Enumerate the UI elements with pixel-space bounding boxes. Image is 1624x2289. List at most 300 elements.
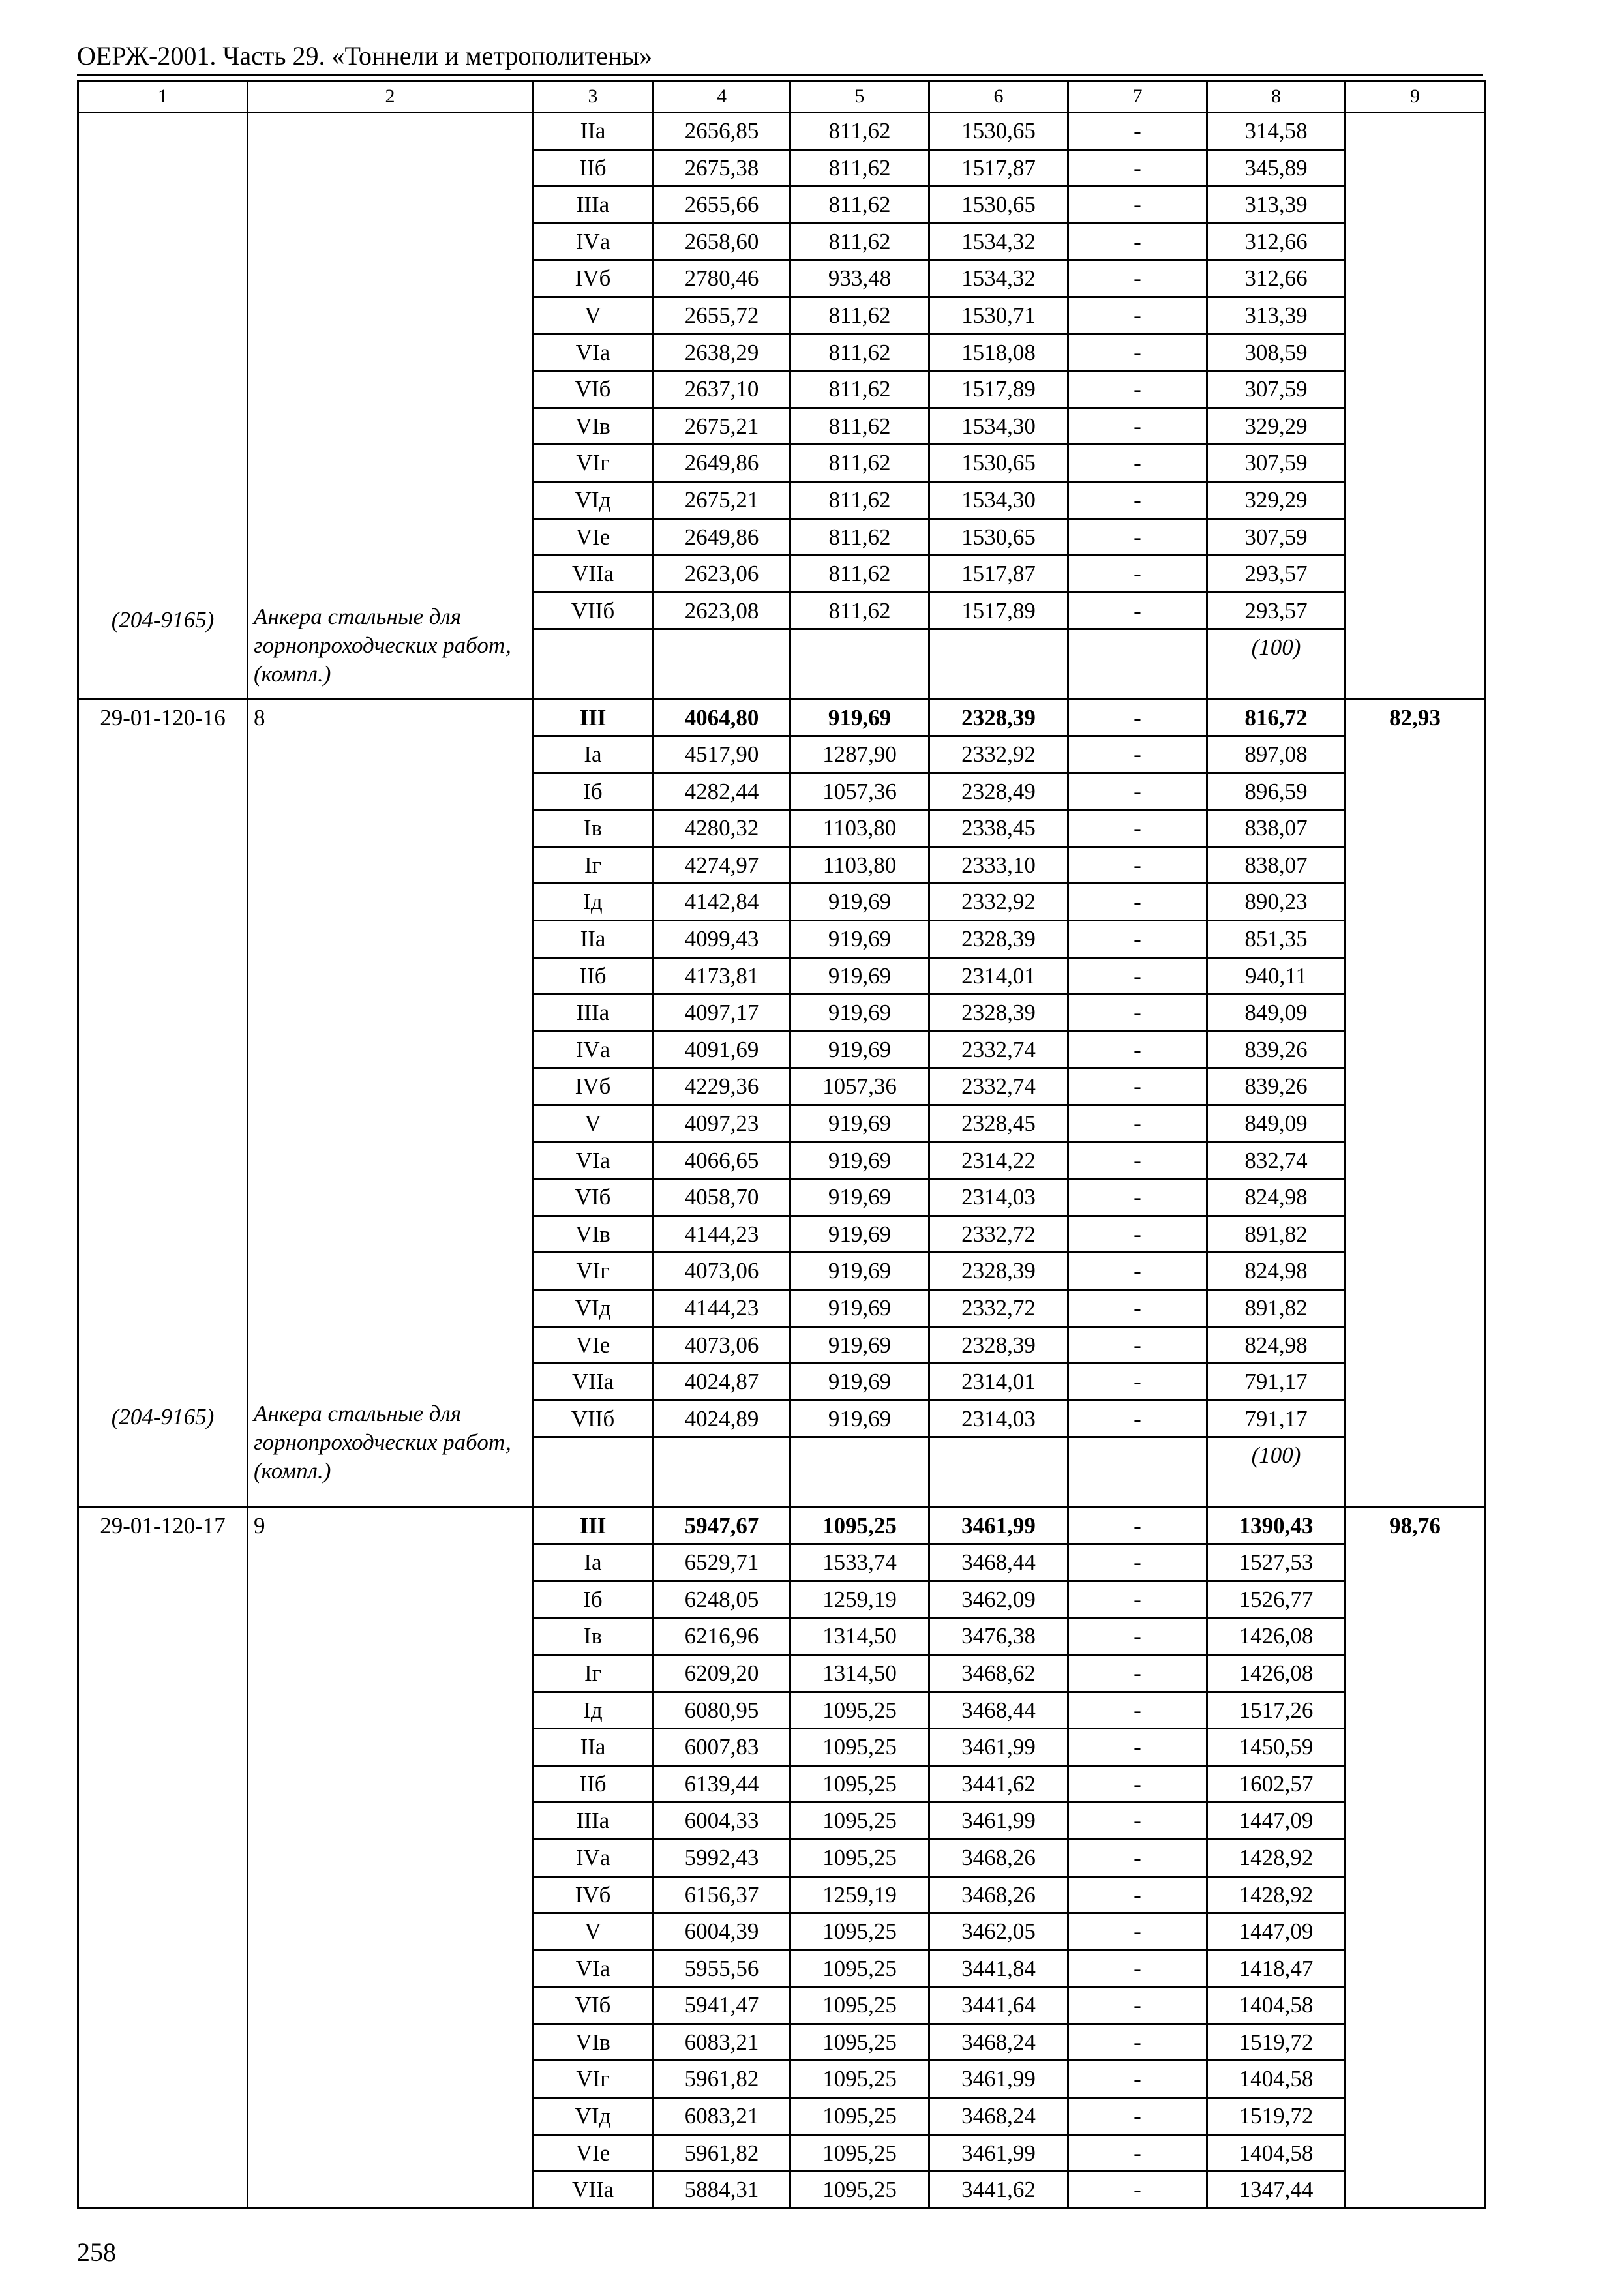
value-cell: 329,29 [1207, 408, 1346, 445]
value-cell: - [1068, 223, 1207, 260]
table-row [78, 113, 1485, 150]
value-cell: 1517,87 [929, 149, 1068, 187]
value-cell: 4173,81 [654, 957, 790, 995]
value-cell: 6529,71 [654, 1544, 790, 1581]
value-cell: 4517,90 [654, 736, 790, 773]
zone-cell: VIе [533, 2134, 654, 2172]
empty-cell [929, 629, 1068, 699]
value-cell: 1530,65 [929, 113, 1068, 150]
column-number: 1 [78, 81, 248, 113]
value-cell: 2656,85 [654, 113, 790, 150]
value-cell: - [1068, 1729, 1207, 1766]
value-cell: 314,58 [1207, 113, 1346, 150]
value-cell: 293,57 [1207, 592, 1346, 629]
value-cell: - [1068, 846, 1207, 884]
zone-cell: VIе [533, 1326, 654, 1364]
value-cell: - [1068, 2172, 1207, 2209]
value-cell: 3468,24 [929, 2098, 1068, 2135]
value-cell: 1418,47 [1207, 1950, 1346, 1987]
value-cell: - [1068, 149, 1207, 187]
value-cell: - [1068, 1290, 1207, 1327]
value-cell: 1095,25 [790, 1950, 929, 1987]
zone-cell: IVб [533, 1068, 654, 1105]
value-cell: 5955,56 [654, 1950, 790, 1987]
value-cell: 811,62 [790, 297, 929, 334]
rate-code-cell [78, 1507, 248, 2208]
value-cell: 919,69 [790, 1142, 929, 1179]
zone-cell: VIа [533, 1950, 654, 1987]
value-cell: 4280,32 [654, 810, 790, 847]
zone-cell: IIб [533, 149, 654, 187]
value-cell: 811,62 [790, 187, 929, 224]
value-cell: 3468,44 [929, 1544, 1068, 1581]
material-name: Анкера стальные для горнопроходческих работ, (компл.) [254, 604, 511, 687]
value-cell: 2314,03 [929, 1179, 1068, 1216]
zone-cell: V [533, 1913, 654, 1951]
value-cell: 919,69 [790, 1326, 929, 1364]
value-cell: 919,69 [790, 1400, 929, 1437]
value-cell: 919,69 [790, 699, 929, 736]
price-table [77, 80, 1486, 2209]
value-cell: 3468,62 [929, 1654, 1068, 1692]
value-cell: 3462,05 [929, 1913, 1068, 1951]
value-cell: 919,69 [790, 921, 929, 958]
value-cell: 2328,39 [929, 1326, 1068, 1364]
value-cell: 2332,72 [929, 1216, 1068, 1253]
value-cell: 2655,66 [654, 187, 790, 224]
zone-cell: V [533, 1105, 654, 1143]
value-cell: 1103,80 [790, 810, 929, 847]
value-cell: 849,09 [1207, 995, 1346, 1032]
zone-cell: VIд [533, 1290, 654, 1327]
value-cell: 2638,29 [654, 334, 790, 371]
value-cell: - [1068, 2024, 1207, 2061]
value-cell: 811,62 [790, 113, 929, 150]
value-cell: 811,62 [790, 481, 929, 518]
zone-cell: VIа [533, 334, 654, 371]
column-number-row [78, 81, 1485, 113]
zone-cell: VIд [533, 481, 654, 518]
value-cell: 4274,97 [654, 846, 790, 884]
value-cell: - [1068, 1950, 1207, 1987]
zone-cell: VIIа [533, 2172, 654, 2209]
zone-cell: VIб [533, 371, 654, 408]
zone-cell: VIг [533, 445, 654, 482]
value-cell: 1259,19 [790, 1581, 929, 1618]
value-cell: 1404,58 [1207, 1987, 1346, 2024]
value-cell: 2314,01 [929, 957, 1068, 995]
zone-cell: Iб [533, 773, 654, 810]
material-qty: (100) [1207, 1437, 1346, 1507]
value-cell: 919,69 [790, 1031, 929, 1068]
value-cell: 811,62 [790, 149, 929, 187]
zone-cell: Iб [533, 1581, 654, 1618]
value-cell: 345,89 [1207, 149, 1346, 187]
value-cell: 1534,30 [929, 481, 1068, 518]
value-cell: - [1068, 1068, 1207, 1105]
value-cell: 6209,20 [654, 1654, 790, 1692]
value-cell: 4099,43 [654, 921, 790, 958]
empty-cell [654, 1437, 790, 1507]
value-cell: 851,35 [1207, 921, 1346, 958]
document-header: ОЕРЖ-2001. Часть 29. «Тоннели и метрополитены» [77, 41, 653, 70]
value-cell: 896,59 [1207, 773, 1346, 810]
value-cell: - [1068, 1216, 1207, 1253]
zone-cell: IIб [533, 1765, 654, 1803]
value-cell: 1534,32 [929, 260, 1068, 297]
value-cell: 4058,70 [654, 1179, 790, 1216]
zone-cell: VIв [533, 1216, 654, 1253]
value-cell: - [1068, 957, 1207, 995]
material-name: Анкера стальные для горнопроходческих работ, (компл.) [254, 1400, 511, 1484]
value-cell: 811,62 [790, 592, 929, 629]
value-cell: - [1068, 1179, 1207, 1216]
value-cell: 919,69 [790, 957, 929, 995]
value-cell: 1095,25 [790, 2061, 929, 2098]
value-cell: 2332,92 [929, 884, 1068, 921]
work-name: 8 [254, 704, 265, 730]
value-cell: 811,62 [790, 223, 929, 260]
value-cell: 919,69 [790, 884, 929, 921]
zone-cell: Iд [533, 884, 654, 921]
value-cell: 5941,47 [654, 1987, 790, 2024]
zone-cell: VIг [533, 1253, 654, 1290]
value-cell: 2328,49 [929, 773, 1068, 810]
value-cell: 5961,82 [654, 2061, 790, 2098]
empty-cell [533, 1437, 654, 1507]
value-cell: 6083,21 [654, 2098, 790, 2135]
value-cell: - [1068, 408, 1207, 445]
value-cell: 3441,62 [929, 1765, 1068, 1803]
zone-cell: VIIа [533, 1364, 654, 1401]
value-cell: 838,07 [1207, 810, 1346, 847]
value-cell: - [1068, 1031, 1207, 1068]
zone-cell: IIб [533, 957, 654, 995]
value-cell: 1426,08 [1207, 1654, 1346, 1692]
value-cell: 313,39 [1207, 187, 1346, 224]
value-cell: 1519,72 [1207, 2024, 1346, 2061]
zone-cell: Iа [533, 1544, 654, 1581]
zone-cell: IVа [533, 1031, 654, 1068]
value-cell: 3441,84 [929, 1950, 1068, 1987]
zone-cell: VIв [533, 408, 654, 445]
value-cell: 5884,31 [654, 2172, 790, 2209]
column-number: 4 [654, 81, 790, 113]
value-cell: 791,17 [1207, 1364, 1346, 1401]
value-cell: 1447,09 [1207, 1803, 1346, 1840]
value-cell: 1095,25 [790, 1729, 929, 1766]
value-cell: 4144,23 [654, 1290, 790, 1327]
value-cell: - [1068, 699, 1207, 736]
value-cell: - [1068, 2134, 1207, 2172]
value-cell: 5961,82 [654, 2134, 790, 2172]
value-cell: 1518,08 [929, 334, 1068, 371]
work-name-cell [248, 113, 533, 700]
value-cell: 1095,25 [790, 2172, 929, 2209]
value-cell: 1095,25 [790, 1507, 929, 1544]
value-cell: 849,09 [1207, 1105, 1346, 1143]
value-cell: - [1068, 884, 1207, 921]
value-cell: 2649,86 [654, 518, 790, 556]
zone-cell: VIIа [533, 556, 654, 593]
value-cell: - [1068, 1581, 1207, 1618]
value-cell: 3468,24 [929, 2024, 1068, 2061]
value-cell: 3461,99 [929, 1803, 1068, 1840]
value-cell: 6216,96 [654, 1618, 790, 1655]
zone-cell: VIг [533, 2061, 654, 2098]
value-cell: 4097,17 [654, 995, 790, 1032]
zone-cell: IVа [533, 1839, 654, 1876]
value-cell: 824,98 [1207, 1179, 1346, 1216]
value-cell: 308,59 [1207, 334, 1346, 371]
value-cell: - [1068, 1507, 1207, 1544]
value-cell: 1314,50 [790, 1618, 929, 1655]
value-cell: 313,39 [1207, 297, 1346, 334]
value-cell: 1095,25 [790, 2024, 929, 2061]
value-cell: 1530,65 [929, 518, 1068, 556]
value-cell: 919,69 [790, 1364, 929, 1401]
value-cell: - [1068, 1400, 1207, 1437]
value-cell: 816,72 [1207, 699, 1346, 736]
value-cell: 3461,99 [929, 2061, 1068, 2098]
zone-cell: IIа [533, 921, 654, 958]
value-cell: - [1068, 1803, 1207, 1840]
value-cell: - [1068, 810, 1207, 847]
value-cell: 1526,77 [1207, 1581, 1346, 1618]
value-cell: 824,98 [1207, 1326, 1346, 1364]
value-cell: 824,98 [1207, 1253, 1346, 1290]
value-cell: - [1068, 113, 1207, 150]
value-cell: - [1068, 1692, 1207, 1729]
zone-cell: VIIб [533, 592, 654, 629]
empty-cell [790, 629, 929, 699]
zone-cell: VIв [533, 2024, 654, 2061]
value-cell: 811,62 [790, 334, 929, 371]
empty-cell [929, 1437, 1068, 1507]
zone-cell: VIб [533, 1179, 654, 1216]
value-cell: 811,62 [790, 371, 929, 408]
value-cell: 4024,87 [654, 1364, 790, 1401]
zone-cell: IVб [533, 1876, 654, 1913]
material-code: (204-9165) [111, 607, 215, 633]
value-cell: 2649,86 [654, 445, 790, 482]
value-cell: 307,59 [1207, 445, 1346, 482]
value-cell: - [1068, 1105, 1207, 1143]
value-cell: 1517,87 [929, 556, 1068, 593]
value-cell: 919,69 [790, 1216, 929, 1253]
value-cell: 2314,22 [929, 1142, 1068, 1179]
value-cell: 3476,38 [929, 1618, 1068, 1655]
zone-cell: Iг [533, 1654, 654, 1692]
value-cell: 1426,08 [1207, 1618, 1346, 1655]
value-cell: 890,23 [1207, 884, 1346, 921]
value-cell: 4097,23 [654, 1105, 790, 1143]
value-cell: - [1068, 445, 1207, 482]
value-cell: 1057,36 [790, 773, 929, 810]
zone-cell: IIIа [533, 995, 654, 1032]
value-cell: 1404,58 [1207, 2061, 1346, 2098]
value-cell: 1530,65 [929, 187, 1068, 224]
column-number: 8 [1207, 81, 1346, 113]
value-cell: - [1068, 2061, 1207, 2098]
zone-cell: IIIа [533, 187, 654, 224]
value-cell: 3462,09 [929, 1581, 1068, 1618]
value-cell: 1095,25 [790, 1987, 929, 2024]
value-cell: 2780,46 [654, 260, 790, 297]
zone-cell: VIд [533, 2098, 654, 2135]
value-cell: 3441,64 [929, 1987, 1068, 2024]
value-cell: 1314,50 [790, 1654, 929, 1692]
value-cell: 1095,25 [790, 1913, 929, 1951]
column-number: 9 [1346, 81, 1485, 113]
value-cell: 3468,26 [929, 1876, 1068, 1913]
value-cell: 2338,45 [929, 810, 1068, 847]
value-cell: 2637,10 [654, 371, 790, 408]
value-cell: 2328,39 [929, 1253, 1068, 1290]
value-cell: 3468,44 [929, 1692, 1068, 1729]
value-cell: - [1068, 556, 1207, 593]
value-cell: 1517,89 [929, 371, 1068, 408]
value-cell: 897,08 [1207, 736, 1346, 773]
value-cell: 919,69 [790, 1290, 929, 1327]
value-cell: 4024,89 [654, 1400, 790, 1437]
value-cell: 2658,60 [654, 223, 790, 260]
work-name: 9 [254, 1512, 265, 1538]
value-cell: 1450,59 [1207, 1729, 1346, 1766]
value-cell: 2675,38 [654, 149, 790, 187]
value-cell: - [1068, 592, 1207, 629]
rate-code: 29-01-120-17 [100, 1512, 226, 1538]
value-cell: - [1068, 334, 1207, 371]
value-cell: 4142,84 [654, 884, 790, 921]
table-row [78, 1507, 1485, 1544]
value-cell: - [1068, 995, 1207, 1032]
column-number: 7 [1068, 81, 1207, 113]
table-row [78, 699, 1485, 736]
value-cell: 1103,80 [790, 846, 929, 884]
value-cell: 2314,03 [929, 1400, 1068, 1437]
work-name-cell [248, 699, 533, 1507]
value-cell: 6004,33 [654, 1803, 790, 1840]
value-cell: - [1068, 371, 1207, 408]
value-cell: 6156,37 [654, 1876, 790, 1913]
value-cell: 1095,25 [790, 1765, 929, 1803]
value-cell: - [1068, 1913, 1207, 1951]
value-cell: - [1068, 921, 1207, 958]
column-number: 5 [790, 81, 929, 113]
zone-cell: V [533, 297, 654, 334]
value-cell: 1390,43 [1207, 1507, 1346, 1544]
value-cell: 919,69 [790, 1179, 929, 1216]
value-cell: 3461,99 [929, 1507, 1068, 1544]
empty-cell [790, 1437, 929, 1507]
value-cell: 3441,62 [929, 2172, 1068, 2209]
value-cell: 839,26 [1207, 1031, 1346, 1068]
value-cell: 4282,44 [654, 773, 790, 810]
value-cell: 4229,36 [654, 1068, 790, 1105]
column-9-cell: 82,93 [1346, 699, 1485, 1507]
value-cell: 2328,45 [929, 1105, 1068, 1143]
value-cell: 1347,44 [1207, 2172, 1346, 2209]
value-cell: - [1068, 481, 1207, 518]
value-cell: - [1068, 1364, 1207, 1401]
material-qty: (100) [1207, 629, 1346, 699]
value-cell: 838,07 [1207, 846, 1346, 884]
zone-cell: Iв [533, 1618, 654, 1655]
value-cell: - [1068, 736, 1207, 773]
zone-cell: Iг [533, 846, 654, 884]
table-body [78, 81, 1485, 2209]
value-cell: - [1068, 1765, 1207, 1803]
empty-cell [1068, 1437, 1207, 1507]
value-cell: 1404,58 [1207, 2134, 1346, 2172]
value-cell: 6004,39 [654, 1913, 790, 1951]
value-cell: 2328,39 [929, 995, 1068, 1032]
value-cell: 1428,92 [1207, 1839, 1346, 1876]
value-cell: 329,29 [1207, 481, 1346, 518]
value-cell: - [1068, 1253, 1207, 1290]
value-cell: 2328,39 [929, 699, 1068, 736]
column-number: 6 [929, 81, 1068, 113]
value-cell: 940,11 [1207, 957, 1346, 995]
value-cell: 1602,57 [1207, 1765, 1346, 1803]
value-cell: - [1068, 1142, 1207, 1179]
value-cell: 3461,99 [929, 1729, 1068, 1766]
zone-cell: IVа [533, 223, 654, 260]
material-code: (204-9165) [111, 1403, 215, 1429]
value-cell: 1259,19 [790, 1876, 929, 1913]
value-cell: 1287,90 [790, 736, 929, 773]
value-cell: 1447,09 [1207, 1913, 1346, 1951]
value-cell: 919,69 [790, 1253, 929, 1290]
value-cell: 307,59 [1207, 518, 1346, 556]
value-cell: 1057,36 [790, 1068, 929, 1105]
value-cell: - [1068, 1326, 1207, 1364]
column-9-cell [1346, 113, 1485, 700]
header-rule [77, 74, 1483, 76]
value-cell: 2332,74 [929, 1031, 1068, 1068]
value-cell: 791,17 [1207, 1400, 1346, 1437]
value-cell: 1519,72 [1207, 2098, 1346, 2135]
value-cell: 2655,72 [654, 297, 790, 334]
value-cell: - [1068, 773, 1207, 810]
value-cell: 6083,21 [654, 2024, 790, 2061]
value-cell: 933,48 [790, 260, 929, 297]
value-cell: 1530,65 [929, 445, 1068, 482]
empty-cell [654, 629, 790, 699]
value-cell: 2332,74 [929, 1068, 1068, 1105]
zone-cell: VIб [533, 1987, 654, 2024]
value-cell: 4064,80 [654, 699, 790, 736]
value-cell: 293,57 [1207, 556, 1346, 593]
value-cell: 4066,65 [654, 1142, 790, 1179]
empty-cell [533, 629, 654, 699]
zone-cell: VIе [533, 518, 654, 556]
value-cell: - [1068, 297, 1207, 334]
value-cell: 5947,67 [654, 1507, 790, 1544]
zone-cell: Iа [533, 736, 654, 773]
zone-cell: VIIб [533, 1400, 654, 1437]
value-cell: 3468,26 [929, 1839, 1068, 1876]
value-cell: 891,82 [1207, 1216, 1346, 1253]
value-cell: 1095,25 [790, 2098, 929, 2135]
value-cell: 2623,08 [654, 592, 790, 629]
value-cell: 1530,71 [929, 297, 1068, 334]
value-cell: 1095,25 [790, 1692, 929, 1729]
value-cell: - [1068, 1839, 1207, 1876]
column-9-cell: 98,76 [1346, 1507, 1485, 2208]
value-cell: 312,66 [1207, 223, 1346, 260]
